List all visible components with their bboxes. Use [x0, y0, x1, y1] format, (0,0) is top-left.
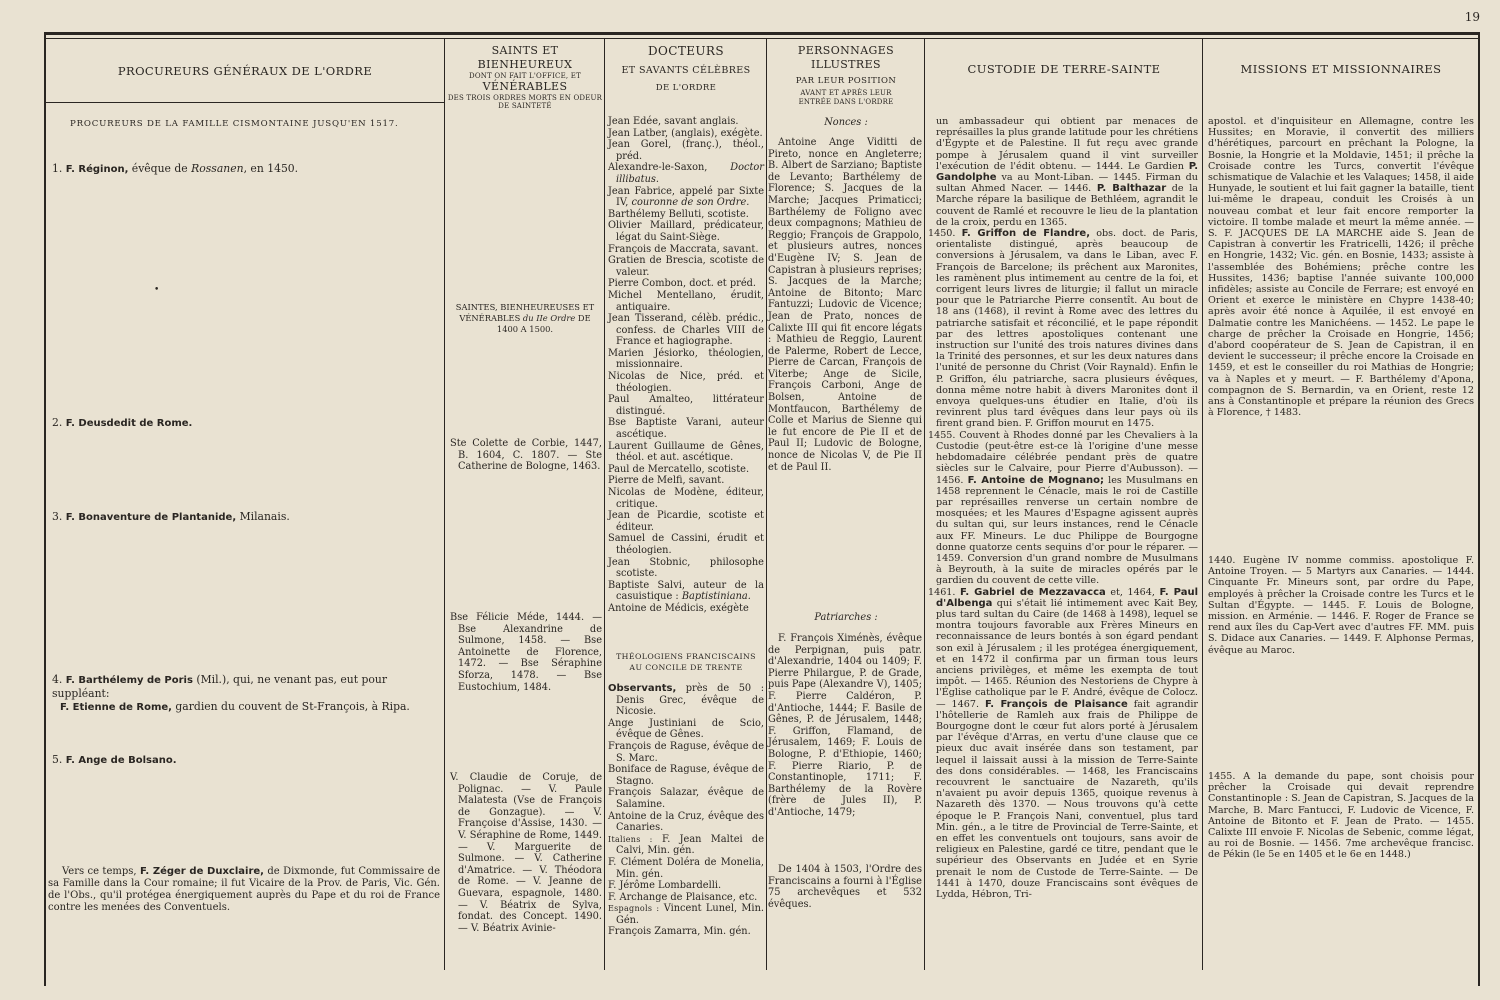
docteur-item: Jean Latber, (anglais), exégète. — [608, 127, 763, 139]
custodie-person: P. Balthazar — [1096, 183, 1167, 195]
entry-text: Milanais. — [236, 510, 290, 523]
entry-number: 5. — [52, 753, 63, 766]
column-divider — [444, 38, 445, 970]
patriarches-title-text: Patriarches : — [814, 612, 878, 623]
docteur-name: Alexandre-le-Saxon, — [608, 162, 731, 174]
docteur-item: F. Archange de Plaisance, etc. — [608, 891, 758, 903]
patriarches-title — [770, 612, 922, 624]
procureur-entry-3 — [52, 510, 290, 524]
saints-entry — [450, 772, 602, 934]
docteur-item: Paul Amalteo, littérateur distingué. — [608, 394, 764, 417]
saints-text: V. Claudie de Coruje, de Polignac. — V. Paule Malatesta (Vse de François de Gonzague). — V. Françoise d'Assise, 1430. — V. Séraphine de Rome, 1449. — V. Marguerite de Sulmone. — V. Catherine d'Amatrice. — V. Théodora de Rome. — V. Jeanne de Guevara, espagnole, 1480. — V. Béatrix de Sylva, fondat. des Concept. 1490. — V. Béatrix Avinie- — [450, 772, 602, 934]
custodie-text-run: et, 1464, — [1105, 586, 1160, 598]
left-border — [44, 32, 46, 986]
saints-section-title — [448, 302, 602, 335]
custodie-text-run: fait agrandir l'hôtellerie de Ramleh aux frais de Philippe de Bourgogne dont le cœur fut alors porté à Jérusalem par l'évêque d'Arras, en vertu d'une clause que ce pieux duc avait insérée dans son testament, par lequel il laissait aussi à la mission de Terre-Sainte des dons considérables. — 1468, les Franciscains recouvrent le sanctuaire de Nazareth, qu'ils n'avaient pu avoir depuis 1365, quoique revenus à Nazareth dès 1370. — Nous trouvons qu'à cette époque le P. François Nani, conventuel, plus tard Min. gén., a le titre de Provincial de Terre-Sainte, et en effet les conventuels ont toujours, sans avoir de religieux en Palestine, gardé ce titre, pendant que le supérieur des Observants en Judée et en Syrie prenait le nom de Custode de Terre-Sainte. — De 1441 à 1470, douze Franciscains sont évêques de Lydda, Hébron, Tri- — [936, 698, 1198, 901]
header-saints-line1: SAINTS ET BIENHEUREUX — [477, 44, 573, 71]
nonces-text: Antoine Ange Viditti de Pireto, nonce en Angleterre; B. Albert de Sarziano; Baptiste de Levanto; Barthélemy de Florence; S. Jacques de la Marche; Jacques Primaticci; Barthélemy de Foligno avec deux compagnons; Mathieu de Reggio; François de Grappolo, et plusieurs autres, nonces d'Eugène IV; S. Jean de Capistran à plusieurs reprises; S. Jacques de la Marche; Antoine de Bitonto; Marc Fantuzzi; Ludovic de Vicence; Jean de Prato, nonces de Calixte III qui fit encore légats : Mathieu de Reggio, Laurent de Palerme, Robert de Lecce, Pierre de Carcan, François de Viterbe; Ange de Sicile, François Carboni, Ange de Bolsen, Antoine de Montfaucon, Barthélemy de Colle et Marius de Sienne qui le fut encore de Pie II et de Paul II; Ludovic de Bologne, nonce de Nicolas V, de Pie II et de Paul II. — [768, 137, 922, 473]
docteur-item: Pierre Combon, doct. et préd. — [608, 278, 757, 290]
docteur-item: Antoine de Médicis, exégète — [608, 602, 749, 614]
missions-block-1: apostol. et d'inquisiteur en Allemagne, contre les Hussites; en Moravie, il convertit des milliers d'hérétiques, parcourt en prêchant la Pologne, la Bosnie, la Hongrie et la Moldavie, 1451; il prêche la Croisade contre les Turcs, convertit l'évêque schismatique de Valachie et les Valaques; 1458, il aide Hunyade, le soutient et lui fait gagner la bataille, tient lui-même le drapeau, conduit les Croisés à un nouveau combat et leur fait encore remporter la victoire. Il tombe malade et meurt la même année. — S. F. JACQUES DE LA MARCHE aide S. Jean de Capistran à convertir les Fratricelli, 1426; il prêche en Hongrie, 1432; Vic. gén. en Bosnie, 1433; assiste à l'assemblée des Bohémiens; prêche contre les Hussites, 1436; baptise l'année suivante 100,000 infidèles; assiste au Concile de Ferrare; est envoyé en Orient et exerce le ministère en Chypre 1438-40; après avoir été nonce à Aquilée, il est envoyé en Dalmatie contre les Manichéens. — 1452. Le pape le charge de prêcher la Croisade en Hongrie, 1456; d'abord coopérateur de S. Jean de Capistran, il en devient le successeur; il prêche encore la Croisade en 1459, et est le conseiller du roi Mathias de Hongrie; va à Naples et y meurt. — F. Barthélemy d'Apona, compagnon de S. Bernardin, va en Orient, reste 12 ans à Constantinople et prépare la réunion des Grecs à Florence, † 1483. — [1208, 116, 1474, 419]
docteur-name: Baptiste Salvi, auteur de la casuistique : — [608, 579, 764, 603]
custodie-text-run: va au Mont-Liban. — 1445. Firman du sultan Ahmed Nacer. — 1446. — [936, 172, 1198, 195]
custodie-year: 1450. — [928, 228, 962, 240]
entry-number: 1. — [52, 162, 63, 175]
docteur-item: François Salazar, évêque de Salamine. — [608, 787, 764, 810]
docteur-item: Antoine de la Cruz, évêque des Canaries. — [608, 810, 764, 834]
docteur-group-label: Italiens : — [608, 834, 653, 844]
custodie-text-run: de la Marche répare la basilique de Bethléem, agrandit le couvent de Ramlé et recouvre le lieu de la plantation de la croix, perdu en 1365. — [936, 183, 1199, 228]
custodie-text-run: un ambassadeur qui obtient par menaces de représailles la plus grande latitude pour les chrétiens d'Égypte et de Palestine. Il fut reçu avec grande pompe à Jérusalem quand il vint surveiller l'exécution de l'édit obtenu. — 1444. Le Gardien — [936, 116, 1198, 172]
docteur-epithet: Baptistiniana. — [681, 591, 751, 603]
header-saints-line4: DES TROIS ORDRES MORTS EN ODEUR DE SAINTETÉ — [447, 93, 603, 111]
bullet-mark: • — [154, 285, 160, 295]
docteur-item: F. Clément Doléra de Monelia, Min. gén. — [608, 856, 764, 880]
custodie-paragraph — [928, 116, 1198, 228]
custodie-year: 1461. — [928, 586, 961, 598]
custodie-text-run: obs. doct. de Paris, orientaliste distingué, après beaucoup de conversions à Jérusalem, va dans le Liban, avec F. François de Barcelone; ils prêchent aux Maronites, les ramènent plus intimement au centre de la foi, et corrigent leurs livres de liturgie; il fallut un miracle pour que le Patriarche Pierre consentît. Au bout de 18 ans (1468), il revint à Rome avec des lettres du patriarche satisfait et réconcilié, et le pape répondit par des lettres apostoliques contenant une instruction sur l'unité des trois natures divines dans la Trinité des personnes, et sur les deux natures dans l'unité de personne du Christ (Voir Raynald). Enfin le P. Griffon, élu patriarche, sacra plusieurs évêques, donna même notre habit à divers Maronites dont il envoya quelques-uns étudier en Italie, d'où ils revinrent plus tard évêques dans leur pays où ils firent grand bien. F. Griffon mourut en 1475. — [936, 228, 1198, 430]
docteur-item: Gratien de Brescia, scotiste de valeur. — [608, 255, 764, 278]
column-divider — [1202, 38, 1203, 970]
procureur-name: F. Zéger de Duxclaire, — [139, 866, 264, 877]
docteur-item: Barthélemy Belluti, scotiste. — [608, 208, 749, 220]
header-docteurs — [606, 44, 766, 94]
entry-number: 2. — [52, 416, 63, 429]
theologiens-title: THÉOLOGIENS FRANCISCAINS AU CONCILE DE TRENTE — [616, 652, 756, 672]
docteur-name: Jean Fabrice, appelé par Sixte IV, — [608, 185, 764, 209]
procureur-entry-2 — [52, 416, 192, 430]
header-personnages — [768, 44, 924, 106]
docteur-item: Laurent Guillaume de Gênes, théol. et aut. ascétique. — [608, 440, 764, 464]
docteur-name: Vincent Lunel, Min. Gén. — [616, 903, 764, 926]
docteur-group-label: Observants, — [608, 683, 677, 694]
docteur-item: François de Maccrata, savant. — [608, 243, 759, 255]
docteur-item: Nicolas de Nice, préd. et théologien. — [608, 371, 764, 394]
docteurs-list-trente — [608, 683, 764, 938]
right-border — [1478, 32, 1480, 986]
saints-text: Bse Félicie Méde, 1444. — Bse Alexandrine de Sulmone, 1458. — Bse Antoinette de Florence, 1472. — Bse Séraphine Sforza, 1478. — Bse Eustochium, 1484. — [450, 612, 602, 693]
docteur-item — [608, 162, 764, 185]
saints-text: Ste Colette de Corbie, 1447, B. 1604, C. 1807. — Ste Catherine de Bologne, 1463. — [450, 438, 602, 473]
docteur-name: F. Jean Maltei de Calvi, Min. gén. — [616, 833, 764, 857]
nonces-title-text: Nonces : — [824, 117, 868, 128]
procureur-entry-1 — [52, 162, 298, 176]
entry-place: Rossanen — [191, 162, 244, 175]
procureur-entry-5 — [52, 753, 177, 767]
custodie-text-run: qui s'était lié intimement avec Kait Bey, plus tard sultan du Caire (de 1468 à 1498), lequel se montra toujours favorable aux Frères Mineurs en reconnaissance de leurs bontés à son égard pendant son exil à Jérusalem ; il les protégea énergiquement, et en 1472 il confirma par un firman tous leurs anciens privilèges, et même les exempta de tout impôt. — 1465. Réunion des Nestoriens de Chypre à l'Église catholique par le F. André, évêque de Colocz. — 1467. — [936, 597, 1198, 710]
entry-number: 3. — [52, 510, 63, 523]
top-thick-rule — [44, 32, 1480, 35]
header-personnages-line1: PERSONNAGES ILLUSTRES — [797, 44, 895, 71]
saints-section-title-date: DE 1400 A 1500. — [496, 313, 591, 334]
header-procureurs: PROCUREURS GÉNÉRAUX DE L'ORDRE — [117, 64, 373, 78]
custodie-person: F. François de Plaisance — [984, 698, 1128, 710]
procureur-name: F. Réginon, — [65, 164, 129, 175]
top-thin-rule — [44, 38, 1480, 39]
docteur-item: François Zamarra, Min. gén. — [608, 926, 751, 938]
custodie-person: F. Gabriel de Mezzavacca — [960, 586, 1106, 598]
docteurs-list — [608, 116, 764, 614]
docteur-item — [608, 834, 764, 857]
saints-section-title-text: SAINTES, BIENHEUREUSES ET VÉNÉRABLES — [455, 302, 595, 323]
personnages-summary: De 1404 à 1503, l'Ordre des Franciscains a fourni à l'Église 75 archevêques et 532 évêques. — [768, 864, 922, 910]
docteur-item: Pierre de Melfi, savant. — [608, 475, 725, 487]
entry-text: gardien du couvent de St-François, à Ripa. — [171, 700, 410, 713]
docteur-item: Jean Gorel, (franç.), théol., préd. — [608, 139, 764, 162]
entry-number: 4. — [52, 673, 63, 686]
docteur-item — [608, 903, 764, 926]
entry-text: de Dixmonde, fut Commissaire de sa Famille dans la Cour romaine; il fut Vicaire de la Prov. de Paris, Vic. Gén. de l'Obs., qu'il protégea énergiquement auprès du Pape et du roi de France contre les menées des Conventuels. — [48, 866, 440, 913]
header-saints-line2: DONT ON FAIT L'OFFICE, ET — [469, 71, 581, 80]
docteur-item: Olivier Maillard, prédicateur, légat du Saint-Siège. — [608, 220, 764, 243]
docteur-item: Samuel de Cassini, érudit et théologien. — [608, 533, 764, 556]
docteur-item: Ange Justiniani de Scio, évêque de Gênes. — [608, 717, 764, 741]
custodie-text-run: 1455. Couvent à Rhodes donné par les Chevaliers à la Custodie (peut-être est-ce là l'origine d'une messe hebdomadaire célébrée pendant près de quatre siècles sur le Calvaire, pour Pierre d'Aubusson). — 1456. — [928, 429, 1198, 486]
procureur-entry-4 — [52, 673, 440, 714]
page-number: 19 — [1464, 10, 1480, 24]
docteur-name: près de 50 : Denis Grec, évêque de Nicosie. — [616, 683, 764, 718]
missions-block-2: 1440. Eugène IV nomme commiss. apostolique F. Antoine Troyen. — 5 Martyrs aux Canaries. — 1444. Cinquante Fr. Mineurs sont, par ordre du Pape, employés à prêcher la Croisade contre les Turcs et le Sultan d'Égypte. — 1445. F. Louis de Bologne, mission. en Arménie. — 1446. F. Roger de France se rend aux îles du Cap-Vert avec d'autres FF. MM. puis S. Didace aux Canaries. — 1449. F. Alphonse Permas, évêque au Maroc. — [1208, 555, 1474, 656]
custodie-person: F. Paul d'Albenga — [936, 586, 1199, 609]
docteur-item: François de Raguse, évêque de S. Marc. — [608, 740, 764, 764]
header-personnages-line3: AVANT ET APRÈS LEUR ENTRÉE DANS L'ORDRE — [798, 89, 894, 106]
procureurs-subtitle: PROCUREURS DE LA FAMILLE CISMONTAINE JUSQU'EN 1517. — [70, 119, 399, 129]
procureur-name: F. Barthélemy de Poris — [65, 675, 193, 686]
docteur-item: Marien Jésiorko, théologien, missionnaire. — [608, 347, 764, 371]
header-custodie: CUSTODIE DE TERRE-SAINTE — [967, 62, 1161, 76]
custodie-person: P. Gandolphe — [936, 160, 1198, 184]
docteur-item — [608, 186, 764, 209]
docteur-item: Paul de Mercatello, scotiste. — [608, 463, 750, 475]
docteur-group-label: Espagnols : — [608, 904, 660, 914]
docteur-item: Jean Tisserand, célèb. prédic., confess. de Charles VIII de France et hagiographe. — [608, 313, 764, 348]
entry-text: , en 1450. — [243, 162, 299, 175]
procureur-name: F. Ange de Bolsano. — [65, 755, 177, 766]
header-docteurs-line3: DE L'ORDRE — [655, 82, 717, 93]
custodie-person: F. Griffon de Flandre, — [961, 228, 1091, 240]
column-divider — [924, 38, 925, 970]
docteur-item: Bse Baptiste Varani, auteur ascétique. — [608, 417, 764, 441]
header-saints — [446, 44, 604, 110]
procureur-name: F. Bonaventure de Plantanide, — [65, 512, 237, 523]
docteur-item: F. Jérôme Lombardelli. — [608, 880, 722, 892]
custodie-text — [928, 116, 1198, 924]
entry-text: Vers ce temps, — [62, 866, 140, 877]
saints-section-title-italic: du IIe Ordre — [520, 313, 578, 323]
docteur-item: Jean de Picardie, scotiste et éditeur. — [608, 510, 764, 533]
docteur-item: Boniface de Raguse, évêque de Stagno. — [608, 764, 764, 787]
custodie-person: F. Antoine de Mognano; — [967, 474, 1105, 486]
custodie-paragraph — [928, 228, 1198, 430]
nonces-title — [770, 117, 922, 129]
entry-text: (Mil.), qui, ne venant pas, eut pour suppléant: — [52, 673, 388, 700]
docteur-item — [608, 683, 764, 718]
docteur-item: Jean Stobnic, philosophe scotiste. — [608, 556, 764, 580]
header-saints-line3: VÉNÉRABLES — [482, 79, 568, 93]
docteur-item — [608, 580, 764, 603]
missions-block-3: 1455. A la demande du pape, sont choisis pour prêcher la Croisade qui devait reprendre Constantinople : S. Jean de Capistran, S. Jacques de la Marche, B. Marc Fantucci, F. Ludovic de Vicence, F. Antoine de Bitonto et F. Jean de Prato. — 1455. Calixte III envoie F. Nicolas de Sebenic, comme légat, au roi de Bosnie. — 1456. 7me archevêque francisc. de Pékin (le 5e en 1405 et le 6e en 1448.) — [1208, 771, 1474, 861]
header-docteurs-line1: DOCTEURS — [648, 44, 724, 58]
column-divider — [604, 38, 605, 970]
procureur-name: F. Deusdedit de Rome. — [65, 418, 193, 429]
custodie-text-run: les Musulmans en 1458 reprennent le Cénacle, mais le roi de Castille par représailles renverse un certain nombre de mosquées; et les Maures d'Espagne agissent auprès du sultan qui, sur leurs instances, rend le Cénacle aux FF. Mineurs. Le duc Philippe de Bourgogne donne quatorze cents sequins d'or pour le réparer. — 1459. Conversion d'un grand nombre de Musulmans à Beyrouth, à la suite de miracles opérés par le gardien du couvent de cette ville. — [936, 474, 1199, 587]
custodie-paragraph — [928, 430, 1198, 587]
entry-text: évêque de — [128, 162, 192, 175]
column-divider — [766, 38, 767, 970]
procureur-note — [48, 866, 440, 914]
docteur-item: Jean Edée, savant anglais. — [608, 116, 739, 127]
docteur-epithet: couronne de son Ordre. — [631, 197, 750, 209]
header-missions: MISSIONS ET MISSIONNAIRES — [1240, 62, 1442, 76]
custodie-paragraph — [928, 587, 1198, 901]
header-personnages-line2: PAR LEUR POSITION — [795, 75, 897, 86]
docteur-item: Michel Mentellano, érudit, antiquaire. — [608, 289, 764, 313]
docteur-item: Nicolas de Modène, éditeur, critique. — [608, 487, 764, 510]
procureur-name: F. Etienne de Rome, — [60, 702, 172, 713]
patriarches-text: F. François Ximénès, évêque de Perpignan, puis patr. d'Alexandrie, 1404 ou 1409; F. Pierre Philargue, P. de Grade, puis Pape (Alexandre V), 1405; F. Pierre Caldéron, P. d'Antioche, 1444; F. Basile de Gênes, P. de Jérusalem, 1448; F. Griffon, Flamand, de Jérusalem, 1469; F. Louis de Bologne, P. d'Ethiopie, 1460; F. Pierre Riario, P. de Constantinople, 1711; F. Barthélemy de la Rovère (frère de Jules II), P. d'Antioche, 1479; — [768, 633, 922, 818]
saints-entry — [450, 438, 602, 473]
header-docteurs-line2: ET SAVANTS CÉLÈBRES — [621, 65, 751, 76]
docteur-epithet: Doctor illibatus. — [616, 162, 764, 185]
saints-entry — [450, 612, 602, 693]
header-underline — [46, 102, 444, 103]
